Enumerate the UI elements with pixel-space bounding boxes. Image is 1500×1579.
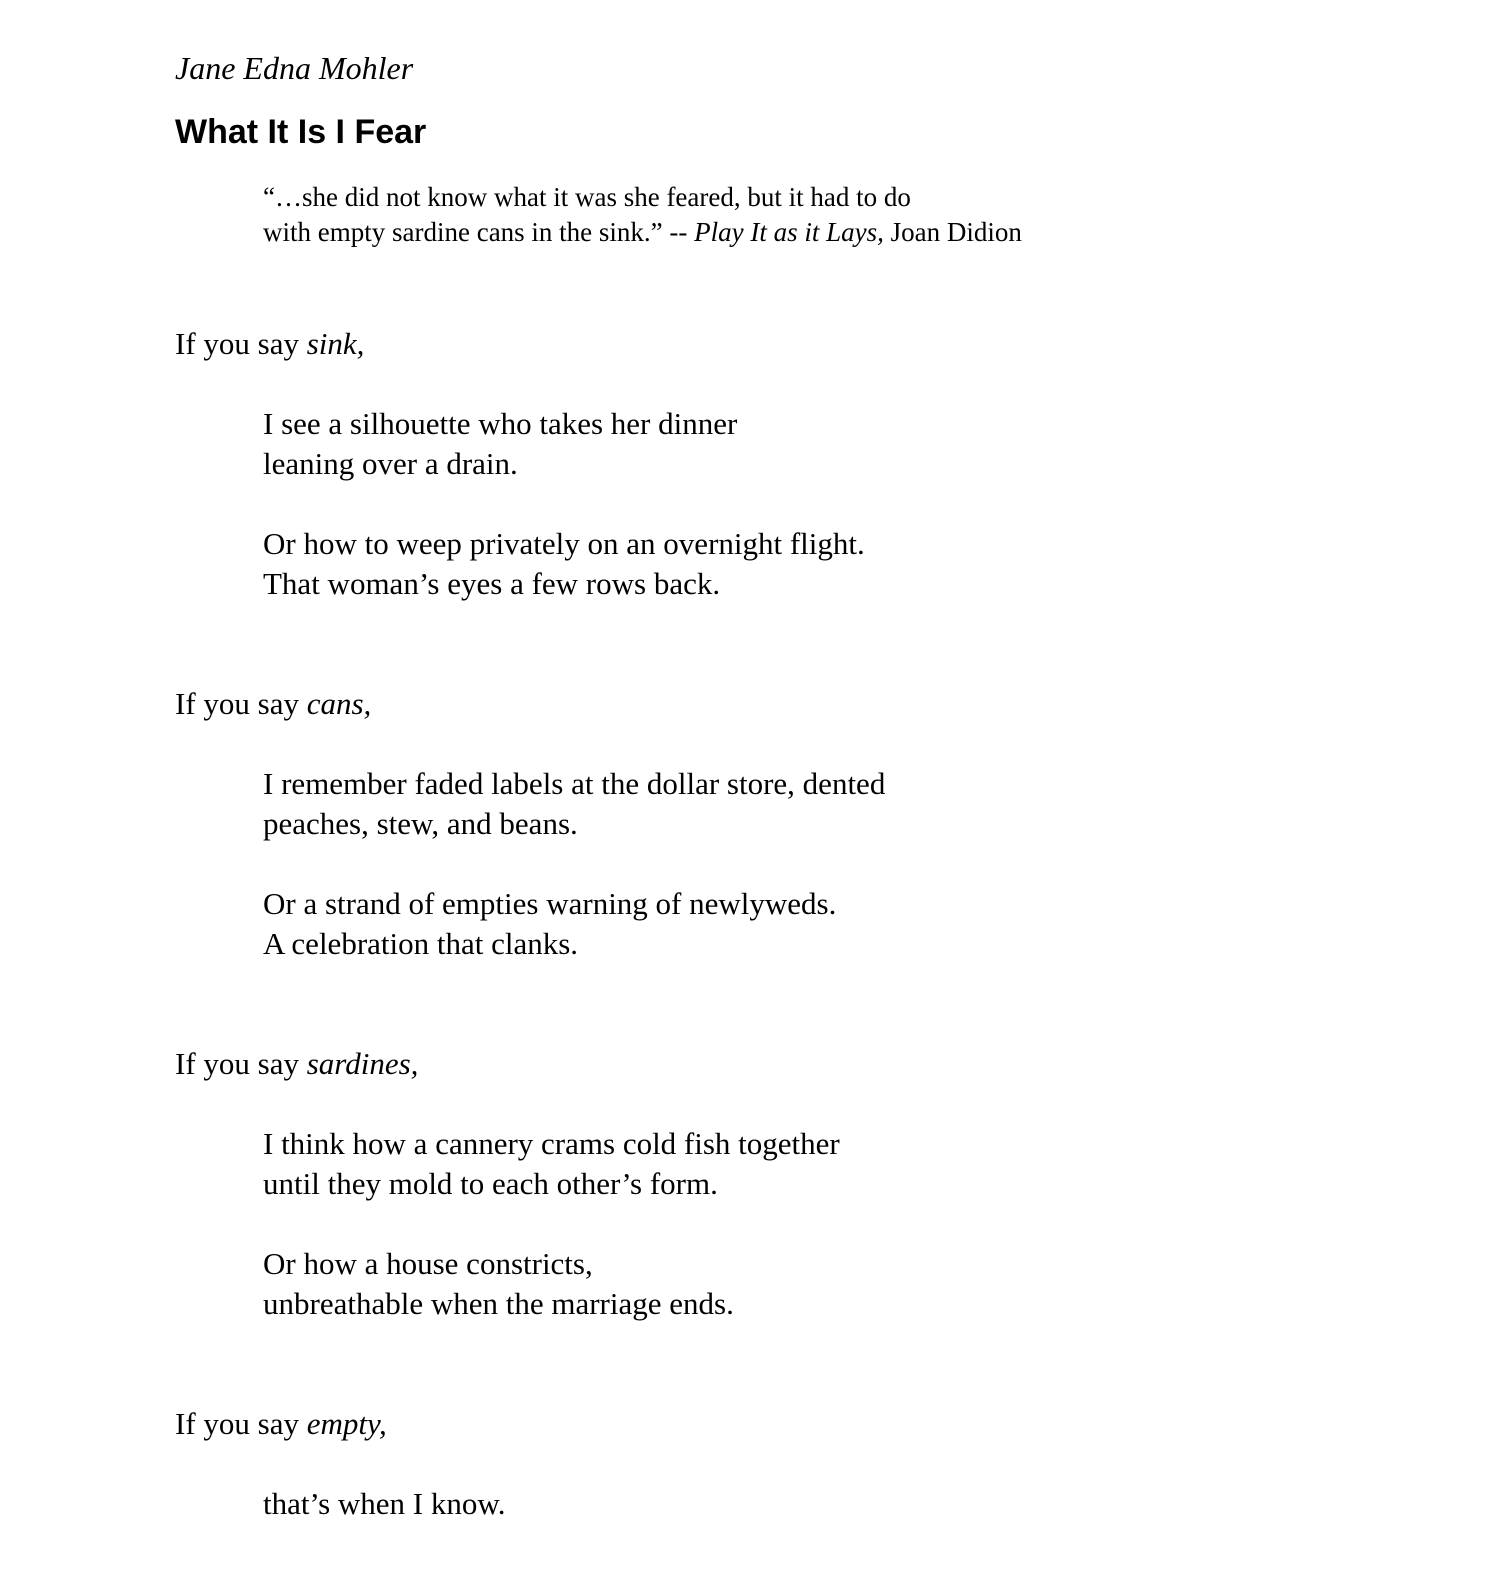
stanza-keyword: sardines, bbox=[306, 1046, 419, 1081]
stanza-1-couplet-1 bbox=[263, 404, 737, 484]
stanza-1-heading bbox=[175, 324, 364, 364]
stanza-4-final-line bbox=[263, 1484, 506, 1524]
stanza-4-heading bbox=[175, 1404, 387, 1444]
poem-line: Or how a house constricts, bbox=[263, 1246, 593, 1281]
stanza-2-couplet-1 bbox=[263, 764, 885, 844]
stanza-lead: If you say bbox=[175, 326, 307, 361]
stanza-3-couplet-1 bbox=[263, 1124, 840, 1204]
poem-line: I see a silhouette who takes her dinner bbox=[263, 406, 738, 441]
stanza-keyword: sink, bbox=[306, 326, 365, 361]
poem-line: peaches, stew, and beans. bbox=[263, 806, 578, 841]
stanza-lead: If you say bbox=[175, 1046, 307, 1081]
poem-line: Or how to weep privately on an overnight flight. bbox=[263, 526, 865, 561]
poem-line: Or a strand of empties warning of newlyweds. bbox=[263, 886, 837, 921]
poem-title: What It Is I Fear bbox=[175, 113, 427, 151]
poem-line: unbreathable when the marriage ends. bbox=[263, 1286, 734, 1321]
poem-line: I think how a cannery crams cold fish together bbox=[263, 1126, 840, 1161]
stanza-1-couplet-2 bbox=[263, 524, 865, 604]
epigraph-line-1: “…she did not know what it was she feared, but it had to do bbox=[263, 182, 911, 212]
poem-line: that’s when I know. bbox=[263, 1486, 506, 1521]
stanza-keyword: empty, bbox=[306, 1406, 387, 1441]
author-name: Jane Edna Mohler bbox=[175, 50, 414, 86]
stanza-lead: If you say bbox=[175, 686, 307, 721]
stanza-2-couplet-2 bbox=[263, 884, 836, 964]
stanza-2-heading bbox=[175, 684, 371, 724]
epigraph-line-2-text: with empty sardine cans in the sink.” -- bbox=[263, 217, 695, 247]
epigraph-line-2 bbox=[263, 215, 1022, 250]
stanza-keyword: cans, bbox=[306, 686, 372, 721]
stanza-3-heading bbox=[175, 1044, 418, 1084]
poem-line: A celebration that clanks. bbox=[263, 926, 579, 961]
poem-line: That woman’s eyes a few rows back. bbox=[263, 566, 721, 601]
epigraph-source-title: Play It as it Lays, bbox=[694, 217, 884, 247]
epigraph-source-author: Joan Didion bbox=[883, 217, 1022, 247]
poem-line: I remember faded labels at the dollar store, dented bbox=[263, 766, 886, 801]
poem-line: leaning over a drain. bbox=[263, 446, 518, 481]
poem-line: until they mold to each other’s form. bbox=[263, 1166, 718, 1201]
stanza-lead: If you say bbox=[175, 1406, 307, 1441]
epigraph bbox=[263, 180, 1022, 250]
stanza-3-couplet-2 bbox=[263, 1244, 734, 1324]
